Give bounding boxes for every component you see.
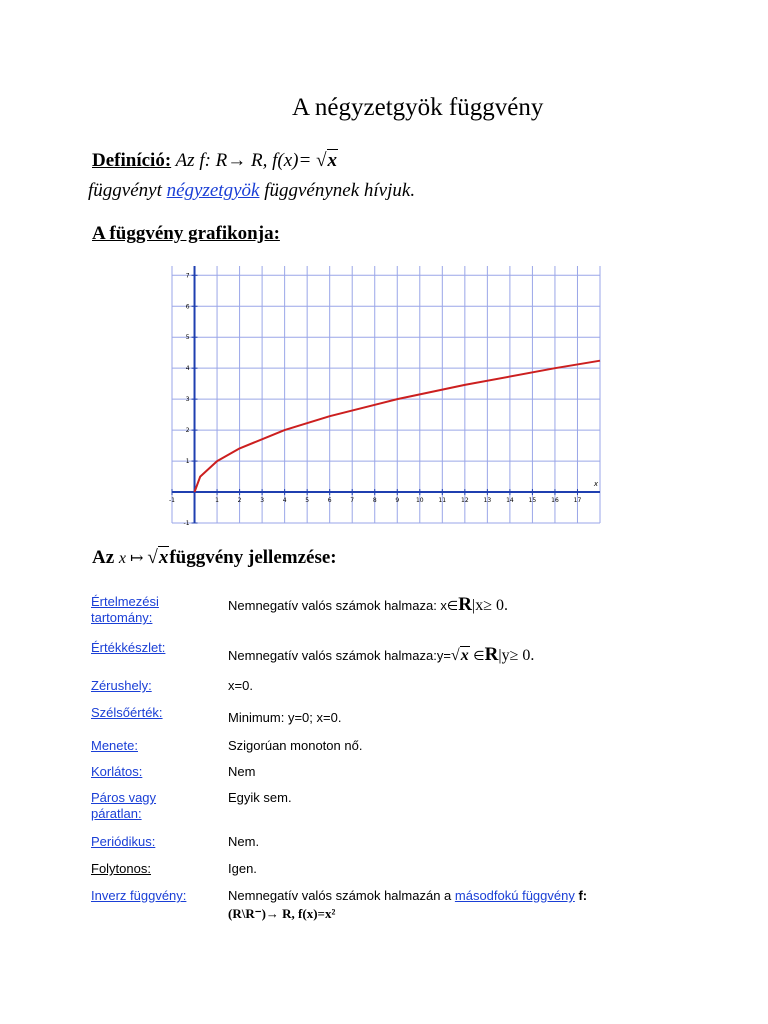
row-label-periodikus[interactable]: Periódikus: (91, 834, 156, 849)
row-value-paros: Egyik sem. (228, 790, 292, 805)
row-label-korlatos[interactable]: Korlátos: (91, 764, 143, 779)
x-tick-label: 4 (282, 497, 287, 505)
row-label-ertelmezesi[interactable]: Értelmezési tartomány: (91, 594, 159, 625)
row-label-inverz[interactable]: Inverz függvény: (91, 888, 187, 903)
x-tick-label: 14 (506, 497, 514, 505)
sqrt-symbol: √x (316, 150, 338, 171)
x-tick-label: 7 (350, 497, 355, 505)
row-label-szelsoertek[interactable]: Szélsőérték: (91, 705, 163, 720)
row-value-szelsoertek: Minimum: y=0; x=0. (228, 710, 342, 725)
x-axis-label: x (593, 480, 599, 489)
definition-line1 (92, 150, 338, 172)
negyzetgyok-link[interactable]: négyzetgyök (166, 180, 260, 201)
x-tick-label: -1 (169, 497, 175, 505)
page-title: A négyzetgyök függvény (292, 94, 544, 121)
definition-label: Definíció: (92, 150, 172, 171)
properties-heading: Az x ↦ √xfüggvény jellemzése: (92, 547, 337, 568)
y-tick-label: -1 (183, 520, 190, 527)
x-tick-label: 6 (327, 497, 332, 505)
x-tick-label: 3 (260, 497, 265, 505)
row-label-paros[interactable]: Páros vagy páratlan: (91, 790, 157, 821)
row-value-ertekkeszlet: Nemnegatív valós számok halmaza:y=√x ∈R|y≥ 0. (228, 644, 535, 665)
row-value-menete: Szigorúan monoton nő. (228, 738, 363, 753)
y-tick-label: 7 (185, 272, 190, 280)
masodfoku-fuggveny-link[interactable]: másodfokú függvény (454, 888, 575, 903)
x-tick-label: 12 (461, 497, 469, 505)
y-tick-label: 1 (185, 458, 190, 466)
row-value-inverz: Nemnegatív valós számok halmazán a másodfokú függvény f: (228, 888, 588, 903)
x-tick-label: 1 (215, 497, 219, 505)
row-label-menete[interactable]: Menete: (91, 738, 138, 753)
sqrt-symbol: √x (147, 547, 169, 568)
x-tick-label: 13 (483, 497, 492, 505)
y-tick-label: 6 (185, 303, 190, 311)
row-value-periodikus: Nem. (228, 834, 260, 849)
row-value-ertelmezesi: Nemnegatív valós számok halmaza: x∈R|x≥ 0. (228, 594, 508, 615)
x-tick-label: 10 (415, 497, 424, 505)
x-tick-label: 2 (237, 497, 242, 505)
row-value-korlatos: Nem (228, 764, 256, 779)
y-tick-label: 4 (185, 365, 190, 373)
x-tick-label: 17 (573, 497, 582, 505)
sqrt-function-chart (164, 258, 604, 528)
row-label-folytonos: Folytonos: (91, 861, 151, 876)
x-tick-label: 15 (528, 497, 537, 505)
row-label-ertekkeszlet[interactable]: Értékkészlet: (91, 640, 166, 655)
x-tick-label: 16 (551, 497, 559, 505)
x-tick-label: 9 (395, 497, 400, 505)
row-value-zerushely: x=0. (228, 678, 253, 693)
definition-line2: függvényt négyzetgyök függvénynek hívjuk. (88, 180, 416, 201)
y-tick-label: 2 (185, 427, 190, 435)
graph-heading: A függvény grafikonja: (92, 223, 280, 244)
x-tick-label: 5 (305, 497, 310, 505)
y-tick-label: 5 (185, 334, 190, 342)
y-tick-label: 3 (185, 396, 190, 404)
row-value-inverz-line2: (R\R⁻)→ R, f(x)=x² (228, 906, 336, 921)
x-tick-label: 8 (372, 497, 377, 505)
x-tick-label: 11 (438, 497, 447, 505)
row-value-folytonos: Igen. (228, 861, 257, 876)
definition-text: Az f: R→ R, f(x)= (171, 150, 317, 171)
row-label-zerushely[interactable]: Zérushely: (91, 678, 152, 693)
